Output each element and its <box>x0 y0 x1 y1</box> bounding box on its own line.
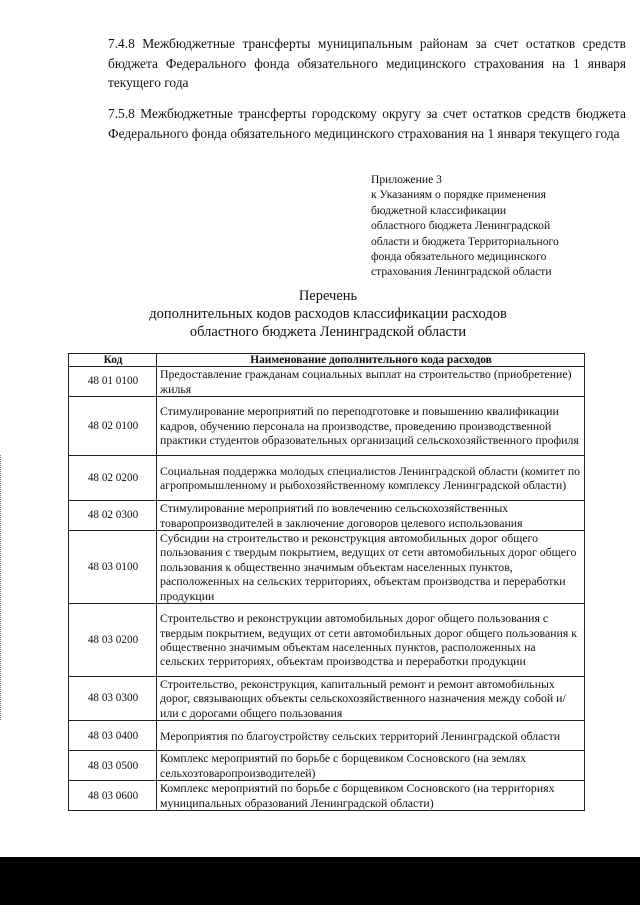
row-name: Комплекс мероприятий по борьбе с борщевиком Сосновского (на землях сельхозтоваропроизводителей) <box>157 751 585 781</box>
table-row <box>69 501 585 531</box>
table-row <box>69 781 585 811</box>
row-code: 48 03 0500 <box>69 751 157 781</box>
paragraph-7-5-8: 7.5.8 Межбюджетные трансферты городскому округу за счет остатков средств бюджета Федерального фонда обязательного медицинского страхования на 1 января текущего года <box>108 106 626 141</box>
row-code: 48 03 0100 <box>69 531 157 604</box>
row-name: Стимулирование мероприятий по переподготовке и повышению квалификации кадров, обучению персонала на производстве, проведению производственной практики студентов образовательных организаций сельскохозяйственного профиля <box>157 397 585 456</box>
row-name: Комплекс мероприятий по борьбе с борщевиком Сосновского (на территориях муниципальных образований Ленинградской области) <box>157 781 585 811</box>
codes-table <box>68 353 585 811</box>
row-code: 48 01 0100 <box>69 367 157 397</box>
table-row <box>69 367 585 397</box>
row-name: Мероприятия по благоустройству сельских территорий Ленинградской области <box>157 721 585 751</box>
list-subtitle-2: областного бюджета Ленинградской области <box>189 324 467 340</box>
header-name: Наименование дополнительного кода расходов <box>157 354 585 367</box>
table-row <box>69 456 585 501</box>
row-name: Стимулирование мероприятий по вовлечению сельскохозяйственных товаропроизводителей в заключение договоров целевого использования <box>157 501 585 531</box>
scan-edge-mark <box>0 455 4 720</box>
row-code: 48 02 0100 <box>69 397 157 456</box>
header-code: Код <box>69 354 157 367</box>
row-code: 48 03 0200 <box>69 604 157 677</box>
table-row <box>69 397 585 456</box>
scan-bottom-border <box>0 857 640 905</box>
appendix-header <box>371 172 586 280</box>
table-row <box>69 721 585 751</box>
row-code: 48 03 0400 <box>69 721 157 751</box>
table-header-row <box>69 354 585 367</box>
appendix-line: страхования Ленинградской области <box>371 265 552 279</box>
row-name: Строительство, реконструкция, капитальный ремонт и ремонт автомобильных дорог, связывающих объекты сельскохозяйственного назначения между собой и/или с дорогами общего пользования <box>157 677 585 721</box>
row-name: Субсидии на строительство и реконструкция автомобильных дорог общего пользования с твердым покрытием, ведущих от сети автомобильных дорог общего пользования к общественно значимым объектам населенных пунктов, расположенных на сельских территориях, объектам производства и переработки продукции <box>157 531 585 604</box>
row-code: 48 03 0300 <box>69 677 157 721</box>
row-name: Социальная поддержка молодых специалистов Ленинградской области (комитет по агропромышленному и рыбохозяйственному комплексу Ленинградской области) <box>157 456 585 501</box>
row-code: 48 03 0600 <box>69 781 157 811</box>
table-row <box>69 604 585 677</box>
table-row <box>69 677 585 721</box>
appendix-line: фонда обязательного медицинского <box>371 250 547 264</box>
table-row <box>69 751 585 781</box>
row-code: 48 02 0200 <box>69 456 157 501</box>
list-subtitle: дополнительных кодов расходов классификации расходов <box>149 306 507 322</box>
appendix-line: бюджетной классификации <box>371 203 507 217</box>
appendix-line: Приложение 3 <box>371 173 442 186</box>
list-title: Перечень <box>298 288 358 304</box>
row-code: 48 02 0300 <box>69 501 157 531</box>
row-name: Строительство и реконструкции автомобильных дорог общего пользования с твердым покрытием, ведущих от сети автомобильных дорог общего пользования к общественно значимым объектам населенных пунктов, расположенных на сельских территориях, объектам производства и переработки продукции <box>157 604 585 677</box>
appendix-line: к Указаниям о порядке применения <box>371 188 546 202</box>
appendix-line: областного бюджета Ленинградской <box>371 219 551 233</box>
row-name: Предоставление гражданам социальных выплат на строительство (приобретение) жилья <box>157 367 585 397</box>
paragraph-7-4-8: 7.4.8 Межбюджетные трансферты муниципальным районам за счет остатков средств бюджета Федерального фонда обязательного медицинского страхования на 1 января текущего года <box>108 36 626 91</box>
table-row <box>69 531 585 604</box>
appendix-line: области и бюджета Территориального <box>371 234 559 248</box>
